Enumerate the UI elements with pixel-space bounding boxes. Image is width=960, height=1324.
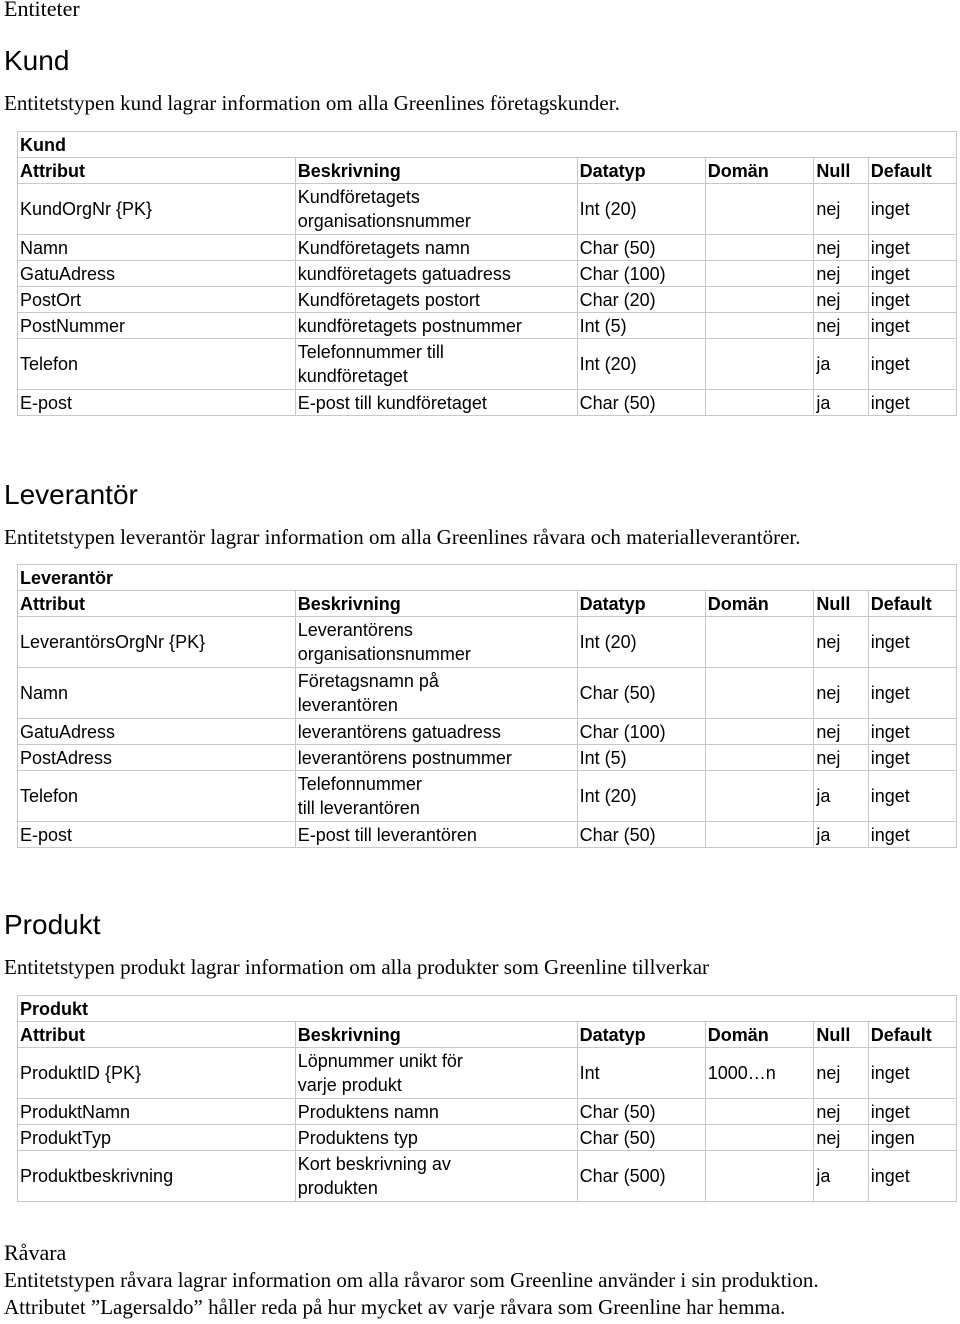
table-row [18, 668, 957, 719]
column-header: Beskrivning [295, 1022, 577, 1048]
cell-null: nej [814, 745, 868, 771]
column-header: Datatyp [577, 591, 705, 617]
cell-null: nej [814, 287, 868, 313]
cell-null: nej [814, 235, 868, 261]
section-intro-leverantor: Entitetstypen leverantör lagrar information om alla Greenlines råvara och materialleverantörer. [4, 525, 801, 549]
cell-default: inget [868, 822, 956, 848]
cell-default: inget [868, 1099, 956, 1125]
cell-datatyp: Int (20) [577, 617, 705, 668]
column-header: Datatyp [577, 1022, 705, 1048]
cell-default: inget [868, 745, 956, 771]
column-header: Domän [705, 158, 814, 184]
cell-datatyp: Char (50) [577, 822, 705, 848]
cell-datatyp: Char (500) [577, 1151, 705, 1202]
cell-doman [705, 390, 814, 416]
cell-beskrivning: Produktens namn [295, 1099, 577, 1125]
table-row [18, 390, 957, 416]
cell-default: inget [868, 184, 956, 235]
cell-attribut: GatuAdress [18, 719, 296, 745]
column-header: Domän [705, 1022, 814, 1048]
section-intro-kund: Entitetstypen kund lagrar information om alla Greenlines företagskunder. [4, 91, 620, 115]
table-row [18, 822, 957, 848]
table-row [18, 261, 957, 287]
table-row [18, 313, 957, 339]
cell-null: nej [814, 617, 868, 668]
cell-doman [705, 771, 814, 822]
cell-doman [705, 668, 814, 719]
cell-datatyp: Int (5) [577, 313, 705, 339]
cell-beskrivning: Kort beskrivning av produkten [295, 1151, 577, 1202]
cell-null: nej [814, 668, 868, 719]
entity-table-leverantor [17, 564, 957, 848]
cell-doman [705, 184, 814, 235]
cell-datatyp: Char (100) [577, 261, 705, 287]
cell-attribut: ProduktNamn [18, 1099, 296, 1125]
table-header-row [18, 158, 957, 184]
cell-null: ja [814, 771, 868, 822]
table-row [18, 1125, 957, 1151]
table-row [18, 719, 957, 745]
cell-beskrivning: Kundföretagets namn [295, 235, 577, 261]
cell-default: inget [868, 390, 956, 416]
cell-beskrivning: kundföretagets gatuadress [295, 261, 577, 287]
entity-table-produkt [17, 995, 957, 1202]
cell-beskrivning: kundföretagets postnummer [295, 313, 577, 339]
cell-null: ja [814, 1151, 868, 1202]
cell-beskrivning: Telefonnummer till kundföretaget [295, 339, 577, 390]
cell-attribut: PostOrt [18, 287, 296, 313]
cell-doman [705, 1125, 814, 1151]
cell-null: nej [814, 261, 868, 287]
table-title: Leverantör [18, 565, 957, 591]
cell-doman [705, 745, 814, 771]
cell-default: inget [868, 287, 956, 313]
cell-datatyp: Char (20) [577, 287, 705, 313]
cell-null: ja [814, 390, 868, 416]
cell-attribut: E-post [18, 822, 296, 848]
table-header-row [18, 591, 957, 617]
table-header-row [18, 1022, 957, 1048]
column-header: Default [868, 591, 956, 617]
page-title: Entiteter [4, 0, 80, 21]
cell-attribut: ProduktID {PK} [18, 1048, 296, 1099]
section-heading-kund: Kund [4, 45, 70, 76]
cell-doman [705, 1151, 814, 1202]
column-header: Attribut [18, 591, 296, 617]
cell-attribut: PostNummer [18, 313, 296, 339]
cell-default: inget [868, 719, 956, 745]
table-row [18, 617, 957, 668]
cell-beskrivning: Kundföretagets organisationsnummer [295, 184, 577, 235]
table-row [18, 771, 957, 822]
column-header: Default [868, 1022, 956, 1048]
section-intro-produkt: Entitetstypen produkt lagrar information om alla produkter som Greenline tillverkar [4, 955, 710, 979]
cell-null: ja [814, 339, 868, 390]
table-row [18, 1099, 957, 1125]
cell-attribut: Namn [18, 668, 296, 719]
cell-doman: 1000…n [705, 1048, 814, 1099]
table-title: Produkt [18, 996, 957, 1022]
column-header: Attribut [18, 1022, 296, 1048]
column-header: Attribut [18, 158, 296, 184]
cell-default: inget [868, 1151, 956, 1202]
cell-attribut: Telefon [18, 339, 296, 390]
cell-beskrivning: Företagsnamn på leverantören [295, 668, 577, 719]
cell-beskrivning: leverantörens gatuadress [295, 719, 577, 745]
cell-null: nej [814, 719, 868, 745]
table-row [18, 1151, 957, 1202]
cell-default: inget [868, 771, 956, 822]
cell-attribut: Telefon [18, 771, 296, 822]
table-row [18, 1048, 957, 1099]
cell-beskrivning: Produktens typ [295, 1125, 577, 1151]
section-heading-leverantor: Leverantör [4, 479, 138, 510]
cell-datatyp: Char (100) [577, 719, 705, 745]
cell-datatyp: Char (50) [577, 235, 705, 261]
cell-default: inget [868, 235, 956, 261]
cell-default: inget [868, 1048, 956, 1099]
column-header: Beskrivning [295, 158, 577, 184]
column-header: Beskrivning [295, 591, 577, 617]
cell-attribut: KundOrgNr {PK} [18, 184, 296, 235]
cell-datatyp: Int (5) [577, 745, 705, 771]
cell-doman [705, 313, 814, 339]
table-row [18, 287, 957, 313]
cell-doman [705, 719, 814, 745]
cell-datatyp: Int (20) [577, 184, 705, 235]
cell-doman [705, 235, 814, 261]
cell-default: inget [868, 339, 956, 390]
cell-default: inget [868, 313, 956, 339]
entity-table-kund [17, 131, 957, 416]
cell-attribut: Produktbeskrivning [18, 1151, 296, 1202]
cell-attribut: E-post [18, 390, 296, 416]
table-row [18, 339, 957, 390]
cell-default: ingen [868, 1125, 956, 1151]
column-header: Null [814, 591, 868, 617]
table-title: Kund [18, 132, 957, 158]
cell-datatyp: Char (50) [577, 1099, 705, 1125]
cell-null: nej [814, 184, 868, 235]
cell-doman [705, 287, 814, 313]
cell-doman [705, 1099, 814, 1125]
cell-beskrivning: E-post till kundföretaget [295, 390, 577, 416]
cell-beskrivning: Telefonnummer till leverantören [295, 771, 577, 822]
cell-datatyp: Int [577, 1048, 705, 1099]
cell-attribut: Namn [18, 235, 296, 261]
cell-beskrivning: Kundföretagets postort [295, 287, 577, 313]
cell-attribut: ProduktTyp [18, 1125, 296, 1151]
cell-default: inget [868, 668, 956, 719]
cell-datatyp: Int (20) [577, 771, 705, 822]
section-heading-ravara: Råvara [4, 1240, 67, 1265]
cell-attribut: GatuAdress [18, 261, 296, 287]
cell-datatyp: Char (50) [577, 390, 705, 416]
cell-doman [705, 617, 814, 668]
cell-doman [705, 339, 814, 390]
cell-datatyp: Int (20) [577, 339, 705, 390]
cell-attribut: PostAdress [18, 745, 296, 771]
cell-null: nej [814, 1048, 868, 1099]
table-row [18, 745, 957, 771]
cell-default: inget [868, 617, 956, 668]
column-header: Datatyp [577, 158, 705, 184]
cell-null: nej [814, 1099, 868, 1125]
section-heading-produkt: Produkt [4, 909, 101, 940]
cell-default: inget [868, 261, 956, 287]
column-header: Null [814, 158, 868, 184]
column-header: Null [814, 1022, 868, 1048]
column-header: Default [868, 158, 956, 184]
cell-doman [705, 822, 814, 848]
cell-null: nej [814, 1125, 868, 1151]
section-text-ravara-line1: Entitetstypen råvara lagrar information om alla råvaror som Greenline använder i sin produktion. [4, 1268, 819, 1292]
column-header: Domän [705, 591, 814, 617]
cell-datatyp: Char (50) [577, 1125, 705, 1151]
cell-beskrivning: Leverantörens organisationsnummer [295, 617, 577, 668]
cell-beskrivning: leverantörens postnummer [295, 745, 577, 771]
section-text-ravara-line2: Attributet ”Lagersaldo” håller reda på hur mycket av varje råvara som Greenline har hemma. [4, 1295, 786, 1319]
cell-null: nej [814, 313, 868, 339]
cell-doman [705, 261, 814, 287]
cell-attribut: LeverantörsOrgNr {PK} [18, 617, 296, 668]
cell-beskrivning: E-post till leverantören [295, 822, 577, 848]
table-row [18, 184, 957, 235]
table-row [18, 235, 957, 261]
cell-datatyp: Char (50) [577, 668, 705, 719]
cell-null: ja [814, 822, 868, 848]
cell-beskrivning: Löpnummer unikt för varje produkt [295, 1048, 577, 1099]
